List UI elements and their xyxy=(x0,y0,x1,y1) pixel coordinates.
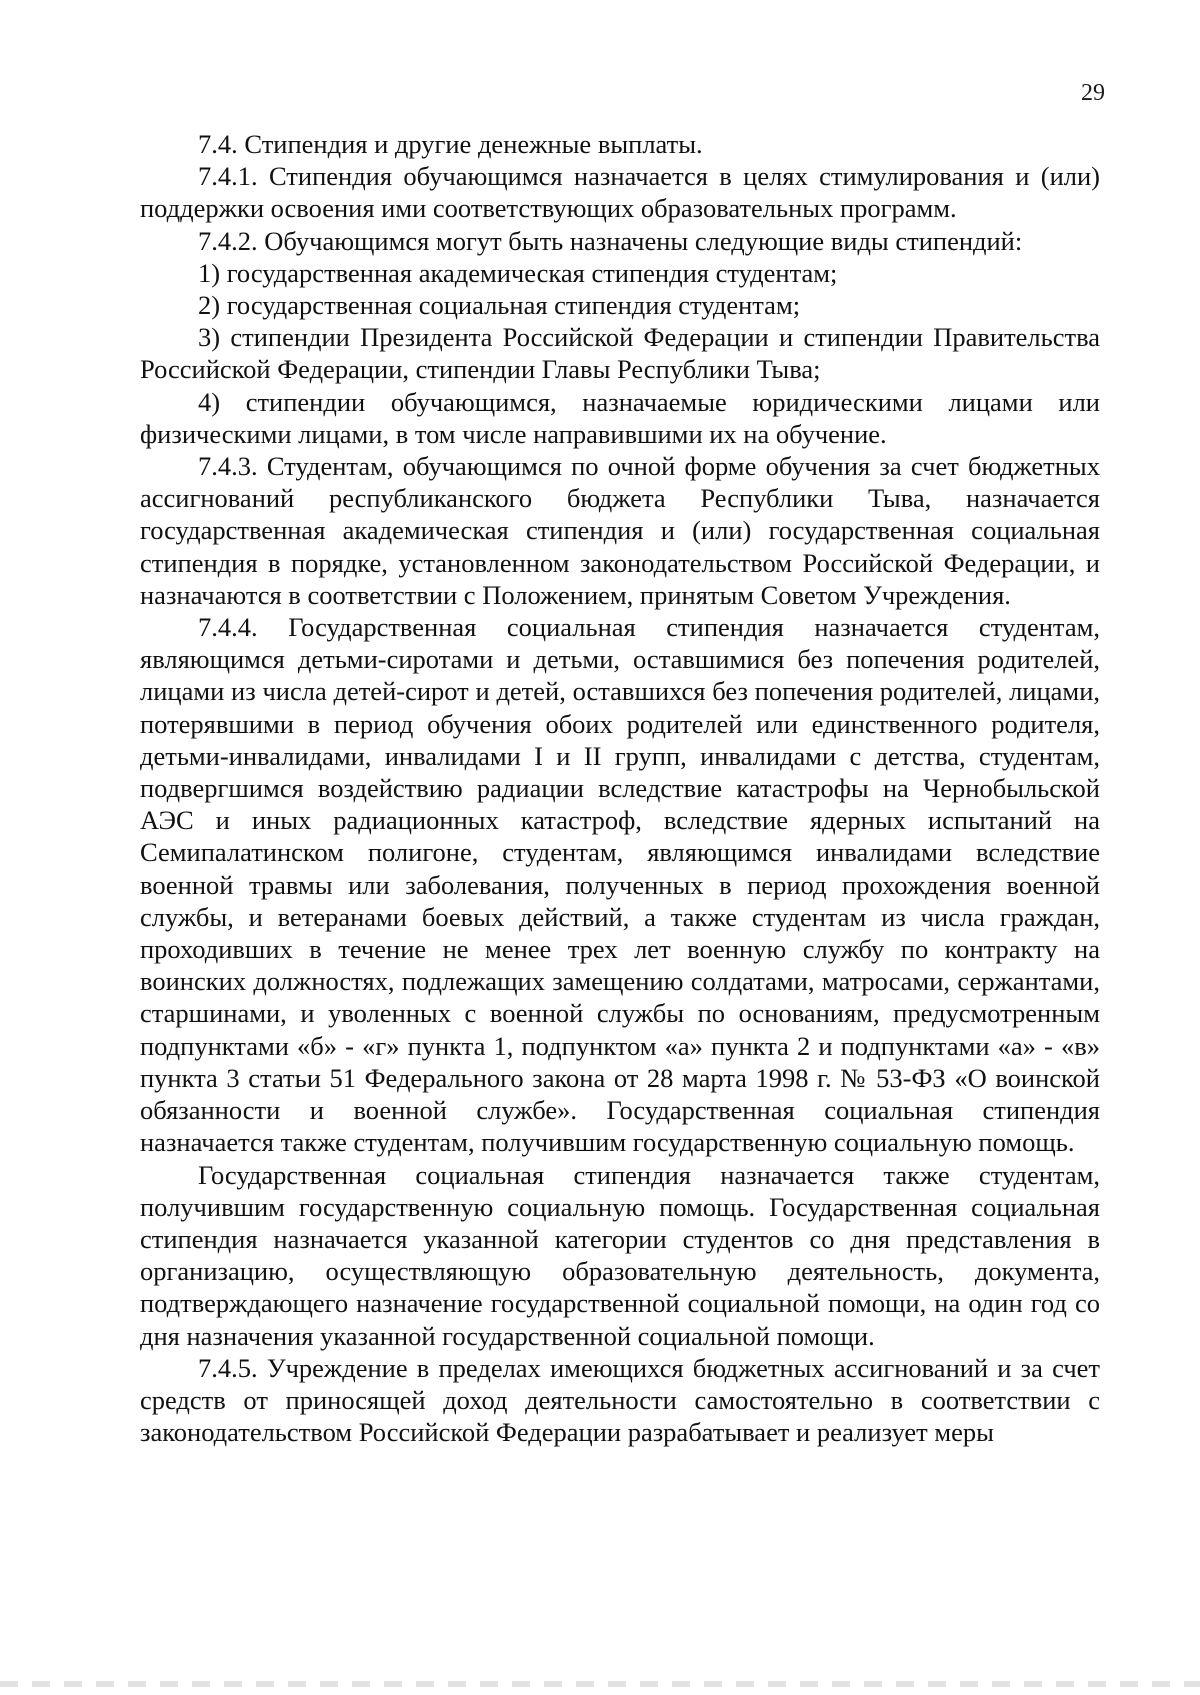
list-item: 4) стипендии обучающимся, назначаемые юридическими лицами или физическими лицами, в том числе направившими их на обучение. xyxy=(140,386,1100,449)
section-heading: 7.4. Стипендия и другие денежные выплаты. xyxy=(198,129,703,159)
list-item: 1) государственная академическая стипендия студентам; xyxy=(198,257,838,288)
paragraph: 7.4.1. Стипендия обучающимся назначается в целях стимулирования и (или) поддержки освоения ими соответствующих образовательных программ. xyxy=(140,161,1100,224)
paragraph: Государственная социальная стипендия назначается также студентам, получившим государственную социальную помощь. Государственная социальная стипендия назначается указанной категории студентов со дня представления в организацию, осуществляющую образовательную деятельность, документа, подтверждающего назначение государственной социальной помощи, на один год со дня назначения указанной государственной социальной помощи. xyxy=(140,1159,1100,1351)
list-item: 3) стипендии Президента Российской Федерации и стипендии Правительства Российской Федерации, стипендии Главы Республики Тыва; xyxy=(140,322,1100,385)
paragraph: 7.4.4. Государственная социальная стипендия назначается студентам, являющимся детьми-сиротами и детьми, оставшимися без попечения родителей, лицами из числа детей-сирот и детей, оставшихся без попечения родителей, лицами, потерявшими в период обучения обоих родителей или единственного родителя, детьми-инвалидами, инвалидами I и II групп, инвалидами с детства, студентам, подвергшимся воздействию радиации вследствие катастрофы на Чернобыльской АЭС и иных радиационных катастроф, вследствие ядерных испытаний на Семипалатинском полигоне, студентам, являющимся инвалидами вследствие военной травмы или заболевания, полученных в период прохождения военной службы, и ветеранами боевых действий, а также студентам из числа граждан, проходивших в течение не менее трех лет военную службу по контракту на воинских должностях, подлежащих замещению солдатами, матросами, сержантами, старшинами, и уволенных с военной службы по основаниям, предусмотренным подпунктами «б» - «г» пункта 1, подпунктом «а» пункта 2 и подпунктами «а» - «в» пункта 3 статьи 51 Федерального закона от 28 марта 1998 г. № 53-ФЗ «О воинской обязанности и военной службе». Государственная социальная стипендия назначается также студентам, получившим государственную социальную помощь. xyxy=(140,612,1100,1158)
paragraph: 7.4.2. Обучающимся могут быть назначены следующие виды стипендий: xyxy=(198,225,1023,256)
page-number: 29 xyxy=(1081,80,1105,106)
list-item: 2) государственная социальная стипендия студентам; xyxy=(198,290,801,321)
paragraph: 7.4.5. Учреждение в пределах имеющихся бюджетных ассигнований и за счет средств от приносящей доход деятельности самостоятельно в соответствии с законодательством Российской Федерации разрабатывает и реализует меры xyxy=(140,1352,1100,1448)
document-body xyxy=(140,128,1100,1448)
paragraph: 7.4.3. Студентам, обучающимся по очной форме обучения за счет бюджетных ассигнований республиканского бюджета Республики Тыва, назначается государственная академическая стипендия и (или) государственная социальная стипендия в порядке, установленном законодательством Российской Федерации, и назначаются в соответствии с Положением, принятым Советом Учреждения. xyxy=(140,451,1100,610)
scan-edge-artifact xyxy=(0,1681,1200,1687)
